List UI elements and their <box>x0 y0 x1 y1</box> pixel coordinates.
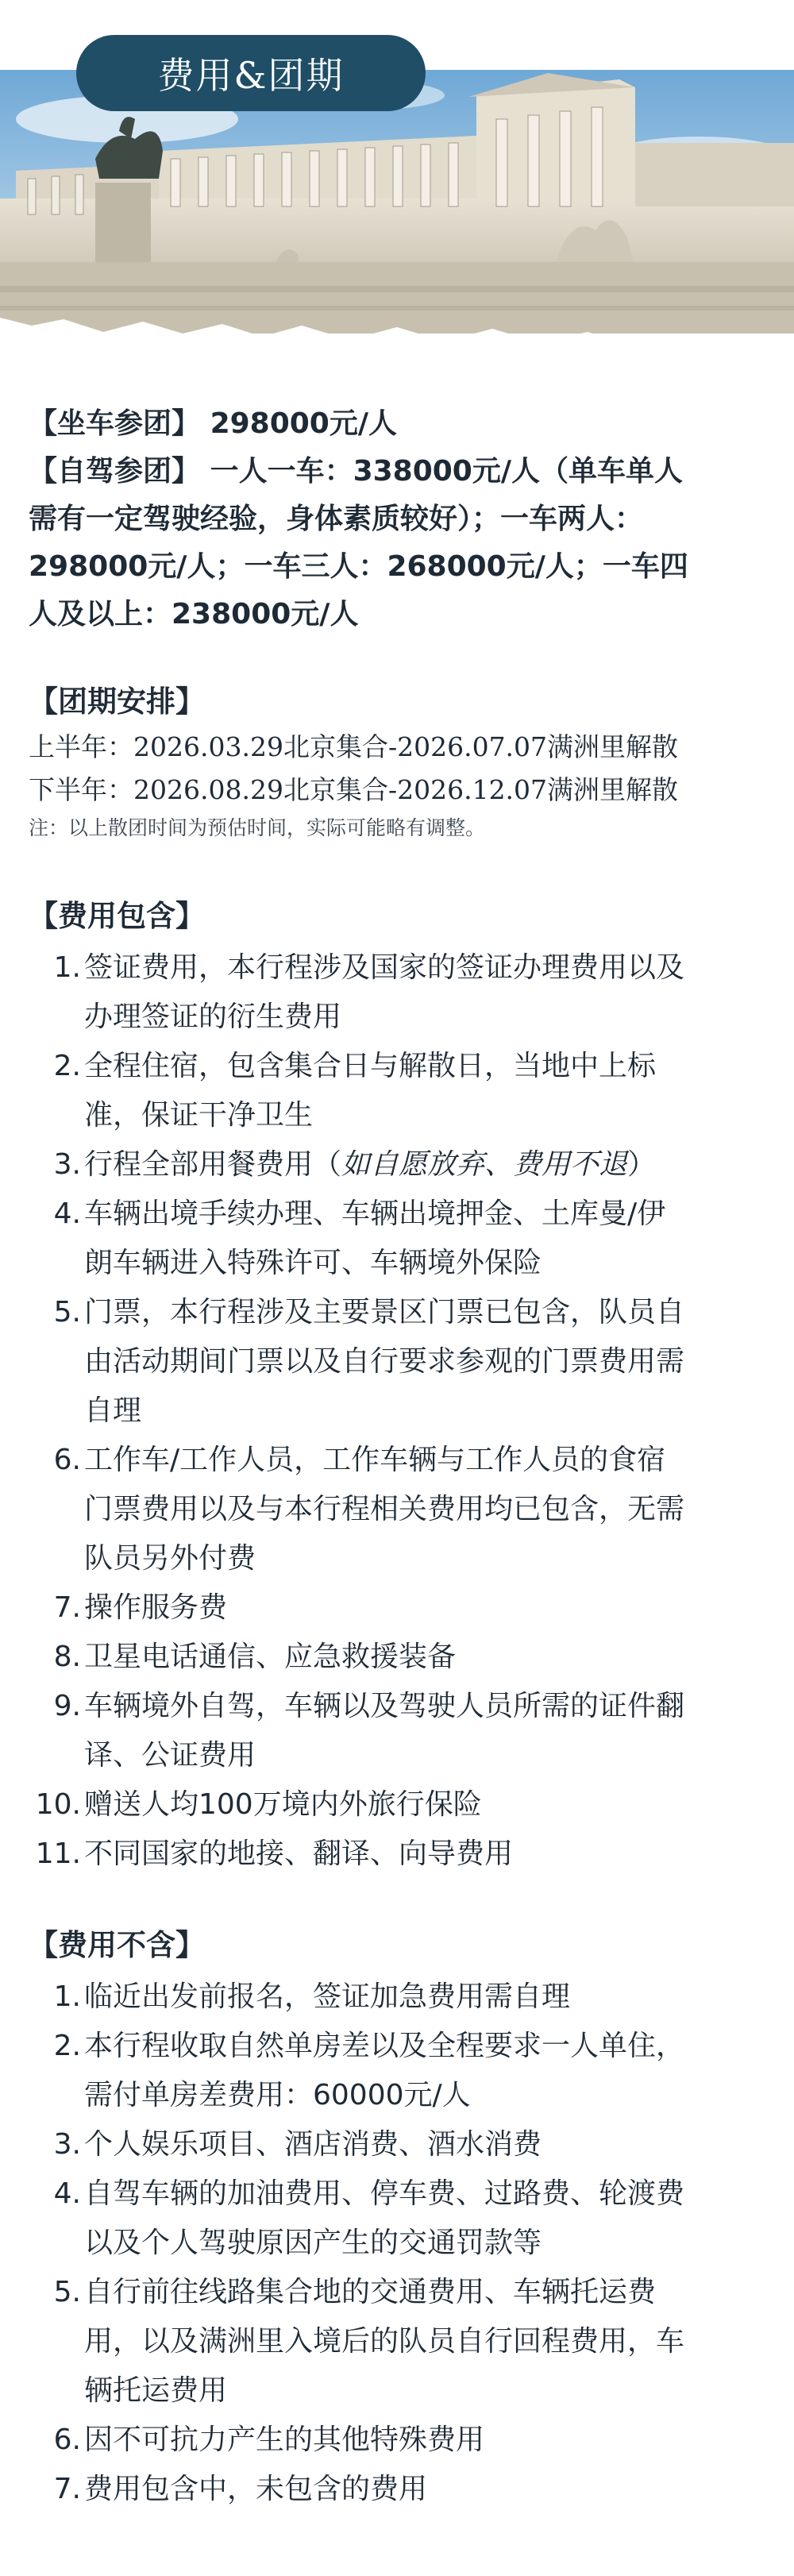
hero-banner <box>0 0 794 373</box>
list-item <box>29 1042 767 1140</box>
list-item-text-end: ） <box>627 1148 657 1181</box>
list-item-text: 门票费用以及与本行程相关费用均已包含，无需 <box>84 1493 685 1525</box>
list-item <box>29 1583 767 1633</box>
list-item <box>29 943 767 1042</box>
price-line-self-drive <box>29 448 767 496</box>
list-item-number: 5. <box>53 2276 81 2308</box>
price-line-3: 需有一定驾驶经验，身体素质较好）；一车两人： <box>29 503 644 535</box>
price-self-drive-value: 一人一车：338000元/人（单车单人 <box>210 455 684 488</box>
list-item-number: 6. <box>53 2424 81 2456</box>
list-item-number: 3. <box>53 1148 81 1181</box>
list-item-number: 7. <box>53 1591 81 1624</box>
list-item-number: 1. <box>53 1980 81 2013</box>
list-item-text: 译、公证费用 <box>84 1739 256 1772</box>
schedule-title: 【团期安排】 <box>29 684 205 719</box>
list-item-text: 费用包含中，未包含的费用 <box>84 2473 428 2505</box>
price-self-drive-label: 【自驾参团】 <box>29 455 201 488</box>
list-item-number: 1. <box>53 951 81 984</box>
price-bus-label: 【坐车参团】 <box>29 407 201 440</box>
list-item-text: 自理 <box>84 1394 142 1427</box>
list-item-text: 车辆出境手续办理、车辆出境押金、土库曼/伊 <box>84 1197 666 1230</box>
list-item-number: 4. <box>53 2177 81 2210</box>
list-item-number: 7. <box>53 2473 81 2505</box>
list-item <box>29 2268 767 2416</box>
list-item <box>29 1436 767 1583</box>
list-item-italic-text: 如自愿放弃、费用不退 <box>341 1148 628 1181</box>
price-line-bus <box>29 400 767 448</box>
list-item-text: 签证费用，本行程涉及国家的签证办理费用以及 <box>84 951 685 984</box>
list-item-number: 11. <box>35 1838 81 1870</box>
list-item-text: 以及个人驾驶原因产生的交通罚款等 <box>84 2227 542 2259</box>
list-item <box>29 1780 767 1830</box>
list-item-text: 队员另外付费 <box>84 1542 256 1575</box>
list-item-text: 由活动期间门票以及自行要求参观的门票费用需 <box>84 1345 685 1378</box>
list-item <box>29 1633 767 1682</box>
list-item-text: 行程全部用餐费用（ <box>84 1148 342 1181</box>
list-item <box>29 2169 767 2268</box>
list-item-number: 4. <box>53 1197 81 1230</box>
list-item-number: 9. <box>53 1690 81 1722</box>
list-item-text: 不同国家的地接、翻译、向导费用 <box>84 1838 514 1870</box>
price-line-4: 298000元/人；一车三人：268000元/人；一车四 <box>29 550 688 583</box>
list-item <box>29 2022 767 2120</box>
excludes-section <box>29 1922 767 2514</box>
list-item <box>29 1972 767 2022</box>
list-item <box>29 1288 767 1436</box>
list-item-number: 3. <box>53 2128 81 2161</box>
price-section <box>29 400 767 638</box>
list-item-text: 临近出发前报名，签证加急费用需自理 <box>84 1980 571 2013</box>
list-item-text: 卫星电话通信、应急救援装备 <box>84 1641 457 1673</box>
list-item-text: 需付单房差费用：60000元/人 <box>84 2079 471 2111</box>
list-item-text: 工作车/工作人员，工作车辆与工作人员的食宿 <box>84 1444 666 1476</box>
list-item <box>29 2416 767 2465</box>
excludes-title: 【费用不含】 <box>29 1928 205 1962</box>
list-item-text: 操作服务费 <box>84 1591 228 1624</box>
list-item <box>29 1682 767 1780</box>
list-item-text: 因不可抗力产生的其他特殊费用 <box>84 2424 485 2456</box>
includes-title: 【费用包含】 <box>29 899 205 933</box>
page-title: 费用&团期 <box>76 35 426 111</box>
list-item-text: 个人娱乐项目、酒店消费、酒水消费 <box>84 2128 542 2161</box>
list-item-number: 6. <box>53 1444 81 1476</box>
list-item-text: 赠送人均100万境内外旅行保险 <box>84 1788 482 1821</box>
list-item <box>29 1190 767 1288</box>
list-item-text: 朗车辆进入特殊许可、车辆境外保险 <box>84 1247 542 1279</box>
list-item-number: 2. <box>53 2030 81 2062</box>
schedule-section <box>29 678 767 845</box>
price-line-5: 人及以上：238000元/人 <box>29 598 359 631</box>
list-item <box>29 1830 767 1879</box>
list-item-text: 自驾车辆的加油费用、停车费、过路费、轮渡费 <box>84 2177 685 2210</box>
schedule-note: 注：以上散团时间为预估时间，实际可能略有调整。 <box>29 816 486 839</box>
list-item-text: 办理签证的衍生费用 <box>84 1001 342 1033</box>
list-item-text: 自行前往线路集合地的交通费用、车辆托运费 <box>84 2276 657 2308</box>
list-item <box>29 2120 767 2169</box>
list-item-text: 准，保证干净卫生 <box>84 1099 314 1132</box>
includes-section <box>29 893 767 1879</box>
list-item-text: 车辆境外自驾，车辆以及驾驶人员所需的证件翻 <box>84 1690 685 1722</box>
list-item-text: 门票，本行程涉及主要景区门票已包含，队员自 <box>84 1296 685 1328</box>
list-item-number: 10. <box>35 1788 81 1821</box>
list-item <box>29 2465 767 2514</box>
schedule-second-half: 下半年：2026.08.29北京集合-2026.12.07满洲里解散 <box>29 774 679 805</box>
list-item-text: 全程住宿，包含集合日与解散日，当地中上标 <box>84 1050 657 1082</box>
list-item-number: 5. <box>53 1296 81 1328</box>
list-item <box>29 1140 767 1190</box>
list-item-text: 用，以及满洲里入境后的队员自行回程费用，车 <box>84 2325 685 2358</box>
list-item-text: 辆托运费用 <box>84 2374 228 2407</box>
list-item-number: 8. <box>53 1641 81 1673</box>
list-item-number: 2. <box>53 1050 81 1082</box>
list-item-text: 本行程收取自然单房差以及全程要求一人单住， <box>84 2030 685 2062</box>
price-bus-value: 298000元/人 <box>210 407 398 440</box>
schedule-first-half: 上半年：2026.03.29北京集合-2026.07.07满洲里解散 <box>29 731 679 762</box>
